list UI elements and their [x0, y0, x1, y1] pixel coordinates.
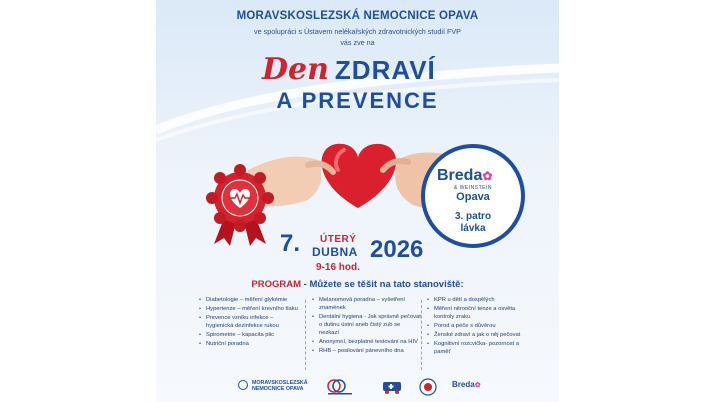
flower-icon: ✿ — [474, 382, 481, 389]
program-column-1 — [198, 296, 298, 349]
list-item: • Melanomová poradna – vyšetření znamének — [311, 296, 421, 312]
list-item: • Prevence vzniku infekce – hygienická dezinfekce rukou — [198, 314, 298, 330]
title-zdravi: ZDRAVÍ — [334, 55, 436, 85]
heartbeat-ribbon-icon — [206, 164, 274, 246]
event-title — [262, 52, 436, 87]
list-item: • Ženské zdraví a jak o něj pečovat — [426, 331, 531, 339]
partner-logos — [156, 374, 559, 402]
venue-brand: Breda✿ — [437, 167, 493, 184]
list-item: • Měření nitrooční tenze a osvěta kontroly zraku — [426, 305, 531, 321]
list-item: • Kognitivní rozcvička- pozornost a paměť — [426, 340, 531, 356]
list-item: • KPR u dětí a dospělých — [426, 296, 531, 304]
column-divider — [421, 300, 422, 370]
program-heading — [156, 279, 559, 290]
list-item: • Anonymní, bezplatné testování na HIV — [311, 338, 421, 346]
event-time: 9-16 hod. — [316, 262, 360, 273]
organization-name: MORAVSKOSLEZSKÁ NEMOCNICE OPAVA — [236, 10, 479, 22]
date-weekday: ÚTERÝ — [320, 234, 357, 245]
university-fvp-logo — [326, 378, 356, 396]
venue-city: Opava — [456, 191, 490, 203]
venue-brand-sub: & WEINSTEIN — [453, 185, 492, 191]
venue-floor: 3. patro — [454, 211, 492, 222]
flower-icon: ✿ — [482, 169, 493, 183]
list-item: • Diabetologie – měření glykémie — [198, 296, 298, 304]
collaboration-text: ve spolupráci s Ústavem nelékařských zdravotnických studií FVP — [254, 27, 461, 36]
hospital-emblem-icon — [238, 380, 248, 390]
hospital-logo-line1: MORAVSKOSLEZSKÁ — [252, 380, 308, 386]
list-item: • Spirometrie – kapacita plic — [198, 331, 298, 339]
hospital-logo-line2: NEMOCNICE OPAVA — [252, 386, 304, 392]
program-column-2 — [311, 296, 421, 356]
seal-logo — [418, 378, 438, 398]
title-den: Den — [262, 52, 329, 87]
breda-logo-text: Breda — [452, 380, 475, 389]
venue-badge — [421, 144, 525, 248]
list-item: • Nutriční poradna — [198, 340, 298, 348]
program-column-3 — [426, 296, 531, 357]
event-poster — [156, 0, 559, 402]
ambulance-logo — [381, 378, 407, 396]
title-prevence: A PREVENCE — [276, 88, 439, 113]
list-item: • RHB – posilování pánevního dna — [311, 347, 421, 355]
column-divider — [305, 300, 306, 370]
list-item: • Dentální hygiena - Jak správně pečovat o dutinu ústní aneb čistý zub se nezkazí — [311, 313, 421, 337]
date-day: 7. — [280, 230, 301, 257]
venue-bridge: lávka — [460, 223, 486, 234]
program-subtitle: - Můžete se těšit na tato stanoviště: — [301, 279, 464, 290]
date-year: 2026 — [370, 236, 424, 263]
list-item: • Porod a péče s důvěrou — [426, 322, 531, 330]
program-label: PROGRAM — [251, 279, 302, 290]
invitation-text: vás zve na — [340, 38, 375, 47]
date-month: DUBNA — [312, 245, 358, 259]
list-item: • Hypertenze – měření krevního tlaku — [198, 305, 298, 313]
